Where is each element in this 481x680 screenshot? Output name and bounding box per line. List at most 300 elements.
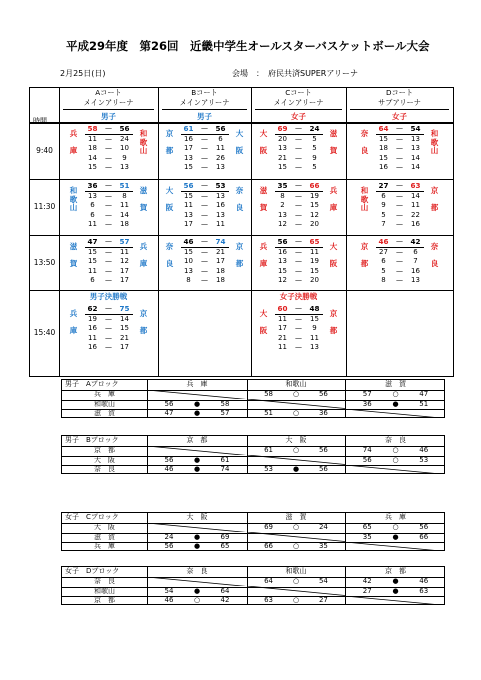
match-score-for: 42 <box>362 577 372 585</box>
block-col-header: 大 阪 <box>186 513 208 521</box>
quarter-score-right: 14 <box>120 314 129 323</box>
team-right: 京 都 <box>329 309 338 335</box>
team-right: 和 歌 山 <box>430 129 439 155</box>
quarter-score-right: 21 <box>120 333 129 342</box>
match-score-against: 56 <box>419 523 429 531</box>
quarter-dash: — <box>396 247 403 256</box>
score-dash: — <box>201 181 208 189</box>
quarter-dash: — <box>201 257 208 265</box>
match-score-against: 53 <box>419 455 429 464</box>
self-match-slash <box>345 465 446 475</box>
score-dash: — <box>105 237 112 245</box>
quarter-dash: — <box>295 134 302 143</box>
quarter-dash: — <box>105 134 112 143</box>
block-col-header: 和歌山 <box>285 567 307 575</box>
quarter-dash: — <box>201 153 208 162</box>
final-title: 男子決勝戦 <box>89 292 128 301</box>
time-slot: 11:30 <box>33 202 56 211</box>
match-score-against: 35 <box>318 542 328 551</box>
quarter-dash: — <box>396 191 403 200</box>
match-result-mark: ○ <box>292 523 300 531</box>
quarter-score-left: 16 <box>379 163 388 171</box>
block-col-header: 兵 庫 <box>186 380 208 388</box>
court-gender: 女子 <box>291 112 306 121</box>
time-slot: 13:50 <box>33 257 56 267</box>
time-header: 時間 <box>33 117 47 125</box>
quarter-dash: — <box>105 333 112 342</box>
block-row-team: 京 都 <box>94 446 115 454</box>
quarter-score-right: 5 <box>312 144 317 152</box>
match-score-against: 57 <box>220 409 230 418</box>
quarter-score-right: 16 <box>216 201 225 209</box>
match-score-against: 56 <box>318 390 328 398</box>
score-total-left: 69 <box>277 124 288 133</box>
score-total-right: 24 <box>309 124 320 133</box>
score-dash: — <box>295 181 302 189</box>
quarter-dash: — <box>396 210 403 219</box>
self-match-slash <box>345 542 446 552</box>
quarter-score-left: 13 <box>278 144 287 152</box>
match-result-mark: ● <box>193 542 201 551</box>
quarter-score-right: 18 <box>120 220 129 228</box>
quarter-score-right: 13 <box>310 343 319 351</box>
quarter-score-left: 11 <box>184 201 193 209</box>
quarter-score-right: 9 <box>122 153 127 162</box>
court-gender: 女子 <box>392 112 407 121</box>
quarter-dash: — <box>201 210 208 219</box>
block-col-header: 京 都 <box>385 567 406 575</box>
quarter-dash: — <box>295 333 302 342</box>
score-dash: — <box>105 181 112 189</box>
match-score-against: 24 <box>318 523 328 531</box>
self-match-slash <box>147 523 247 533</box>
quarter-score-left: 15 <box>379 153 388 162</box>
standing-table <box>61 379 445 418</box>
quarter-score-left: 16 <box>184 134 193 143</box>
game-cell <box>59 122 158 179</box>
quarter-dash: — <box>295 220 302 228</box>
quarter-dash: — <box>105 163 112 171</box>
quarter-dash: — <box>295 343 302 351</box>
quarter-score-right: 11 <box>120 201 129 209</box>
team-left: 滋 賀 <box>259 186 268 212</box>
event-date: 2月25日(日) <box>60 69 106 78</box>
match-score-against: 42 <box>220 596 230 605</box>
quarter-score-left: 6 <box>90 201 95 209</box>
team-right: 滋 賀 <box>329 129 338 155</box>
block-row-team: 滋 賀 <box>94 409 115 418</box>
quarter-score-right: 11 <box>216 220 225 228</box>
match-result-mark: ○ <box>292 577 300 585</box>
match-score-against: 56 <box>318 446 328 454</box>
self-match-slash <box>345 596 446 606</box>
match-score-for: 56 <box>164 455 174 464</box>
standing-table <box>61 566 445 605</box>
score-total-right: 53 <box>215 181 226 190</box>
quarter-score-right: 7 <box>413 257 418 265</box>
score-total-right: 66 <box>309 181 320 190</box>
quarter-score-right: 17 <box>120 266 129 275</box>
quarter-dash: — <box>105 191 112 200</box>
match-score-for: 58 <box>264 390 273 398</box>
quarter-score-left: 16 <box>88 343 97 351</box>
quarter-dash: — <box>105 247 112 256</box>
quarter-dash: — <box>201 134 208 143</box>
quarter-score-left: 20 <box>278 134 287 143</box>
score-total-left: 62 <box>87 304 98 313</box>
quarter-score-left: 12 <box>278 220 287 228</box>
game-cell <box>251 290 346 375</box>
match-score-against: 61 <box>220 455 230 464</box>
quarter-score-right: 14 <box>411 191 420 200</box>
quarter-score-left: 2 <box>280 201 285 209</box>
quarter-dash: — <box>295 276 302 284</box>
quarter-score-right: 13 <box>411 144 420 152</box>
match-result-mark: ○ <box>292 596 300 605</box>
quarter-score-left: 15 <box>88 247 97 256</box>
quarter-score-left: 18 <box>88 144 97 152</box>
score-dash: — <box>396 181 403 189</box>
team-right: 滋 賀 <box>139 186 148 212</box>
quarter-score-right: 6 <box>218 134 223 143</box>
quarter-dash: — <box>201 247 208 256</box>
block-col-header: 奈 良 <box>186 567 208 575</box>
quarter-dash: — <box>295 257 302 265</box>
team-left: 京 都 <box>360 242 369 268</box>
block-name-text: 男子 Bブロック <box>65 436 119 444</box>
match-score-for: 56 <box>362 455 372 464</box>
quarter-dash: — <box>201 144 208 152</box>
court-gender: 男子 <box>101 112 116 121</box>
quarter-score-left: 21 <box>278 333 287 342</box>
game-cell <box>346 235 453 290</box>
quarter-score-right: 12 <box>120 257 129 265</box>
quarter-dash: — <box>105 257 112 265</box>
block-col-header: 兵 庫 <box>385 513 406 521</box>
quarter-dash: — <box>396 257 403 265</box>
quarter-score-left: 15 <box>278 163 287 171</box>
match-score-against: 46 <box>419 577 429 585</box>
team-right: 兵 庫 <box>139 242 148 268</box>
time-slot: 9:40 <box>36 145 53 155</box>
quarter-score-left: 15 <box>184 247 193 256</box>
quarter-score-left: 16 <box>278 247 287 256</box>
game-cell <box>59 179 158 235</box>
quarter-dash: — <box>201 191 208 200</box>
score-dash: — <box>295 237 302 245</box>
team-right: 和 歌 山 <box>139 129 148 155</box>
match-score-against: 74 <box>220 465 230 474</box>
score-total-left: 46 <box>183 237 194 246</box>
quarter-score-right: 12 <box>310 210 319 219</box>
score-total-left: 46 <box>378 237 389 246</box>
court-arena: メインアリーナ <box>83 98 134 107</box>
score-total-right: 56 <box>119 124 130 133</box>
quarter-score-left: 15 <box>184 191 193 200</box>
block-col-header: 滋 賀 <box>285 513 307 521</box>
quarter-score-left: 8 <box>186 276 191 284</box>
match-score-against: 66 <box>419 532 429 541</box>
court-name: Dコート <box>385 88 414 97</box>
score-dash: — <box>201 124 208 132</box>
quarter-score-right: 14 <box>411 153 420 162</box>
quarter-score-right: 10 <box>120 144 129 152</box>
block-row-team: 和歌山 <box>94 399 115 408</box>
quarter-score-right: 13 <box>411 276 420 284</box>
quarter-score-left: 15 <box>88 257 97 265</box>
match-result-mark: ● <box>193 586 201 595</box>
self-match-slash <box>247 399 345 409</box>
score-dash: — <box>105 124 112 132</box>
quarter-score-left: 17 <box>278 324 287 332</box>
quarter-dash: — <box>295 163 302 171</box>
score-total-left: 60 <box>277 304 288 313</box>
game-cell <box>251 122 346 179</box>
quarter-score-left: 17 <box>184 144 193 152</box>
score-total-right: 51 <box>119 181 130 190</box>
quarter-dash: — <box>396 220 403 228</box>
quarter-score-left: 11 <box>88 134 97 143</box>
block-row-team: 京 都 <box>94 596 115 605</box>
quarter-score-right: 5 <box>312 134 317 143</box>
quarter-dash: — <box>396 153 403 162</box>
quarter-score-left: 18 <box>379 144 388 152</box>
score-total-right: 57 <box>119 237 130 246</box>
score-total-right: 48 <box>309 304 320 313</box>
quarter-dash: — <box>295 144 302 152</box>
quarter-score-right: 17 <box>216 257 225 265</box>
match-score-for: 53 <box>264 465 273 474</box>
block-row-team: 和歌山 <box>94 586 115 595</box>
game-cell <box>346 122 453 179</box>
team-left: 奈 良 <box>165 242 174 268</box>
team-right: 大 阪 <box>235 129 244 155</box>
team-left: 奈 良 <box>360 129 369 155</box>
score-dash: — <box>396 124 403 132</box>
match-score-against: 64 <box>220 586 230 595</box>
match-result-mark: ○ <box>193 596 201 605</box>
match-score-for: 27 <box>362 586 372 595</box>
match-result-mark: ● <box>193 465 201 474</box>
match-score-for: 56 <box>164 542 174 551</box>
quarter-score-right: 11 <box>310 333 319 342</box>
block-col-header: 滋 賀 <box>385 380 406 388</box>
standing-table <box>61 512 445 551</box>
game-cell <box>59 235 158 290</box>
score-total-right: 74 <box>215 237 226 246</box>
score-dash: — <box>201 237 208 245</box>
score-total-left: 56 <box>183 181 194 190</box>
score-total-right: 54 <box>410 124 421 133</box>
match-score-against: 69 <box>220 532 230 541</box>
quarter-score-left: 12 <box>278 276 287 284</box>
quarter-score-left: 11 <box>88 266 97 275</box>
self-match-slash <box>247 586 345 596</box>
match-score-for: 69 <box>264 523 273 531</box>
self-match-slash <box>345 409 446 419</box>
game-cell <box>251 179 346 235</box>
quarter-score-right: 17 <box>120 343 129 351</box>
block-row-team: 大 阪 <box>94 455 115 464</box>
team-left: 滋 賀 <box>69 242 78 268</box>
quarter-score-right: 13 <box>120 163 129 171</box>
quarter-score-right: 22 <box>411 210 420 219</box>
team-right: 兵 庫 <box>329 186 338 212</box>
score-total-right: 42 <box>410 237 421 246</box>
quarter-score-right: 14 <box>411 163 420 171</box>
quarter-score-right: 26 <box>216 153 225 162</box>
quarter-score-right: 11 <box>120 247 129 256</box>
quarter-dash: — <box>396 201 403 209</box>
match-score-for: 57 <box>362 390 372 398</box>
quarter-dash: — <box>396 144 403 152</box>
block-row-team: 奈 良 <box>94 577 115 585</box>
team-right: 京 都 <box>139 309 148 335</box>
match-score-against: 36 <box>318 409 328 418</box>
match-result-mark: ● <box>392 577 399 585</box>
team-left: 兵 庫 <box>69 129 78 155</box>
quarter-score-right: 11 <box>411 201 420 209</box>
quarter-dash: — <box>295 314 302 323</box>
match-score-for: 47 <box>164 409 174 418</box>
quarter-dash: — <box>105 210 112 219</box>
block-name-text: 男子 Aブロック <box>65 380 119 388</box>
match-score-against: 51 <box>419 399 429 408</box>
quarter-dash: — <box>201 220 208 228</box>
quarter-score-left: 13 <box>184 210 193 219</box>
match-score-against: 56 <box>318 465 328 474</box>
match-score-for: 46 <box>164 465 174 474</box>
quarter-score-left: 5 <box>381 210 386 219</box>
quarter-score-left: 8 <box>381 276 386 284</box>
self-match-slash <box>147 577 247 587</box>
score-total-left: 56 <box>277 237 288 246</box>
score-dash: — <box>295 304 302 312</box>
venue-label: 会場 ： 府民共済SUPERアリーナ <box>232 69 359 78</box>
game-cell <box>59 290 158 375</box>
match-result-mark: ● <box>193 455 201 464</box>
score-total-left: 64 <box>378 124 389 133</box>
court-divider <box>350 109 449 110</box>
match-score-for: 74 <box>362 446 372 454</box>
team-right: 京 都 <box>430 186 439 212</box>
standing-table <box>61 435 445 474</box>
match-result-mark: ● <box>392 532 399 541</box>
quarter-score-left: 11 <box>88 220 97 228</box>
quarter-score-right: 24 <box>120 134 129 143</box>
quarter-score-right: 15 <box>310 266 319 275</box>
quarter-dash: — <box>295 210 302 219</box>
quarter-dash: — <box>295 191 302 200</box>
quarter-score-right: 15 <box>310 201 319 209</box>
quarter-dash: — <box>396 266 403 275</box>
team-left: 和 歌 山 <box>360 186 369 212</box>
quarter-score-left: 14 <box>88 153 97 162</box>
quarter-score-right: 13 <box>216 191 225 200</box>
quarter-score-left: 19 <box>88 314 97 323</box>
quarter-score-left: 6 <box>90 210 95 219</box>
match-result-mark: ○ <box>392 523 399 531</box>
quarter-score-right: 15 <box>120 324 129 332</box>
score-dash: — <box>105 304 112 312</box>
quarter-score-right: 13 <box>411 134 420 143</box>
quarter-score-right: 9 <box>312 324 317 332</box>
quarter-score-left: 16 <box>88 324 97 332</box>
self-match-slash <box>247 532 345 542</box>
quarter-dash: — <box>295 247 302 256</box>
quarter-score-right: 21 <box>216 247 225 256</box>
match-result-mark: ● <box>193 409 201 418</box>
score-total-left: 35 <box>277 181 288 190</box>
quarter-score-right: 11 <box>216 144 225 152</box>
court-arena: メインアリーナ <box>273 98 324 107</box>
match-result-mark: ● <box>193 532 201 541</box>
score-dash: — <box>396 237 403 245</box>
quarter-score-left: 10 <box>184 257 193 265</box>
score-total-left: 36 <box>87 181 98 190</box>
game-cell <box>158 179 251 235</box>
court-divider <box>255 109 342 110</box>
court-name: Aコート <box>95 88 122 97</box>
quarter-score-right: 6 <box>413 247 418 256</box>
quarter-score-right: 15 <box>310 314 319 323</box>
match-result-mark: ○ <box>292 409 300 418</box>
score-dash: — <box>295 124 302 132</box>
quarter-score-left: 11 <box>278 343 287 351</box>
score-total-right: 75 <box>119 304 130 313</box>
quarter-score-right: 20 <box>310 220 319 228</box>
quarter-dash: — <box>201 163 208 171</box>
quarter-score-right: 19 <box>310 191 319 200</box>
quarter-dash: — <box>105 266 112 275</box>
quarter-dash: — <box>201 266 208 275</box>
score-total-right: 63 <box>410 181 421 190</box>
quarter-score-left: 5 <box>381 266 386 275</box>
match-score-against: 46 <box>419 446 429 454</box>
match-score-for: 63 <box>264 596 273 605</box>
self-match-slash <box>247 455 345 465</box>
match-score-for: 24 <box>164 532 174 541</box>
quarter-dash: — <box>295 324 302 332</box>
block-col-header: 和歌山 <box>285 380 307 388</box>
quarter-dash: — <box>295 153 302 162</box>
quarter-dash: — <box>105 343 112 351</box>
quarter-dash: — <box>295 266 302 275</box>
quarter-dash: — <box>396 163 403 171</box>
match-score-for: 65 <box>362 523 372 531</box>
block-col-header: 京 都 <box>186 436 208 444</box>
quarter-score-left: 27 <box>379 247 388 256</box>
block-col-header: 奈 良 <box>385 436 406 444</box>
match-score-against: 63 <box>419 586 429 595</box>
match-result-mark: ○ <box>392 446 399 454</box>
court-arena: サブアリーナ <box>378 98 421 107</box>
score-total-left: 27 <box>378 181 389 190</box>
quarter-dash: — <box>105 324 112 332</box>
quarter-dash: — <box>105 201 112 209</box>
quarter-score-left: 15 <box>278 266 287 275</box>
quarter-score-right: 16 <box>411 266 420 275</box>
score-total-left: 61 <box>183 124 194 133</box>
quarter-dash: — <box>396 276 403 284</box>
quarter-score-left: 13 <box>184 153 193 162</box>
block-row-team: 大 阪 <box>94 523 115 531</box>
match-score-for: 56 <box>164 399 174 408</box>
court-arena: メインアリーナ <box>179 98 230 107</box>
match-score-for: 36 <box>362 399 372 408</box>
quarter-score-right: 13 <box>216 163 225 171</box>
team-left: 兵 庫 <box>259 242 268 268</box>
